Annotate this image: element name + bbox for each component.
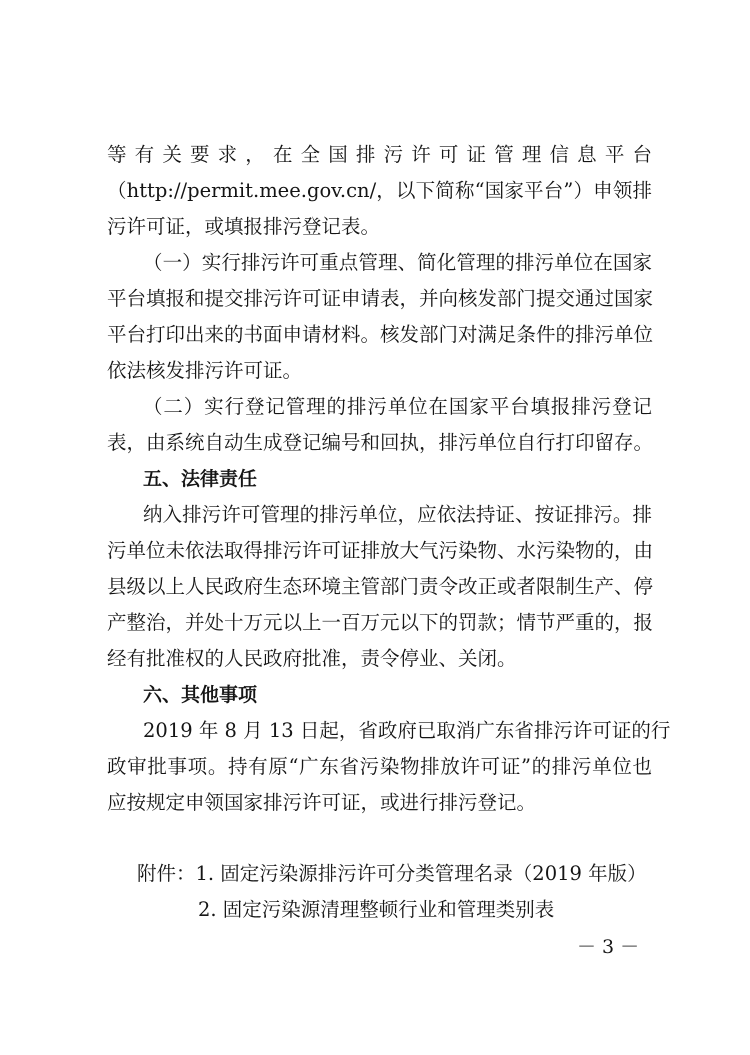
intro-line-2: （http://permit.mee.gov.cn/，以下简称“国家平台”）申领排 (107, 179, 652, 202)
item1-line-3: 平台打印出来的书面申请材料。核发部门对满足条件的排污单位 (107, 323, 654, 346)
section5-heading: 五、法律责任 (143, 468, 258, 490)
intro-line-1: 等有关要求，在全国排污许可证管理信息平台 (107, 143, 652, 166)
page-number: － 3 － (577, 936, 640, 958)
section5-line-3: 县级以上人民政府生态环境主管部门责令改正或者限制生产、停 (107, 575, 654, 598)
attachment-item-1: 附件：1. 固定污染源排污许可分类管理名录（2019 年版） (137, 862, 647, 885)
section6-line-2: 政审批事项。持有原“广东省污染物排放许可证”的排污单位也 (107, 755, 652, 778)
item1-line-4: 依法核发排污许可证。 (107, 359, 303, 382)
intro-line-3: 污许可证，或填报排污登记表。 (107, 215, 381, 238)
item2-line-2: 表，由系统自动生成登记编号和回执，排污单位自行打印留存。 (107, 431, 654, 454)
attachment-item-2: 2. 固定污染源清理整顿行业和管理类别表 (198, 898, 555, 921)
section5-line-1: 纳入排污许可管理的排污单位，应依法持证、按证排污。排 (143, 503, 652, 526)
section5-line-5: 经有批准权的人民政府批准，责令停业、关闭。 (107, 647, 517, 670)
section5-line-2: 污单位未依法取得排污许可证排放大气污染物、水污染物的，由 (107, 539, 654, 562)
item2-line-1: （二）实行登记管理的排污单位在国家平台填报排污登记 (143, 395, 652, 418)
section6-heading: 六、其他事项 (143, 684, 258, 706)
item1-line-2: 平台填报和提交排污许可证申请表，并向核发部门提交通过国家 (107, 287, 654, 310)
section5-line-4: 产整治，并处十万元以上一百万元以下的罚款；情节严重的，报 (107, 611, 654, 634)
item1-line-1: （一）实行排污许可重点管理、简化管理的排污单位在国家 (143, 251, 652, 274)
section6-line-1: 2019 年 8 月 13 日起，省政府已取消广东省排污许可证的行 (143, 719, 671, 742)
section6-line-3: 应按规定申领国家排污许可证，或进行排污登记。 (107, 791, 537, 814)
